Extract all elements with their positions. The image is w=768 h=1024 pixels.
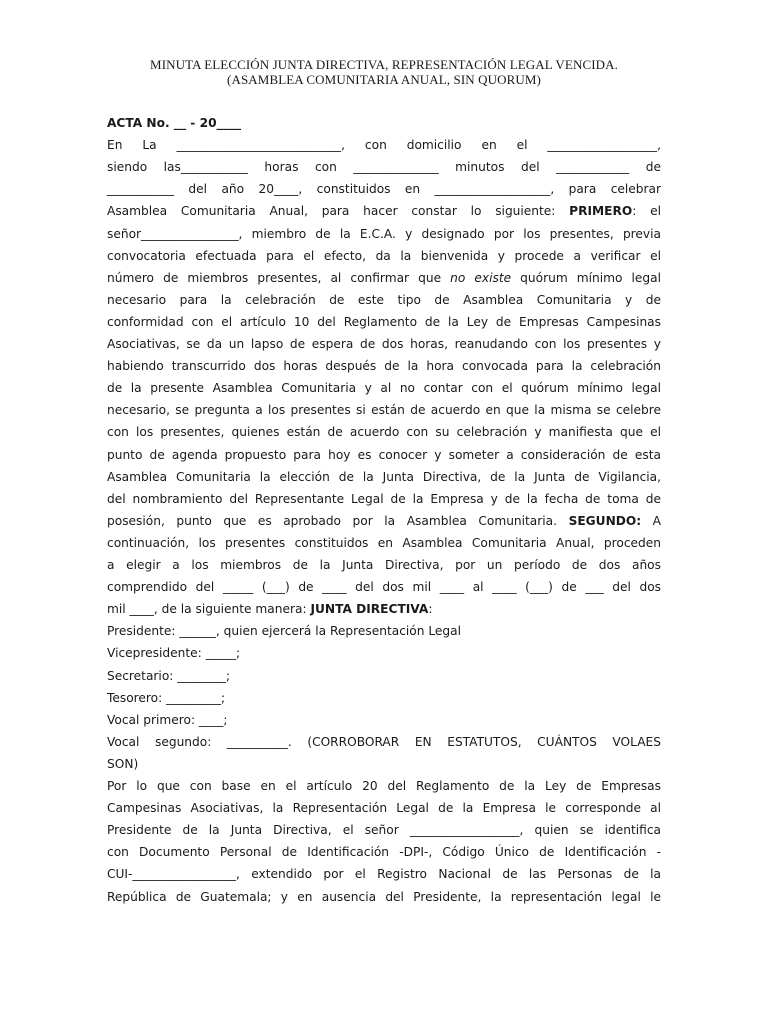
line-text: del nombramiento del Representante Legal de la Empresa y de la fecha de toma de (107, 491, 661, 506)
body-line (107, 200, 661, 222)
line-text: punto de agenda propuesto para hoy es conocer y someter a consideración de esta (107, 447, 661, 462)
line-text: Tesorero: _________; (107, 690, 226, 705)
line-text: Presidente: ______, quien ejercerá la Representación Legal (107, 624, 462, 639)
body-line (107, 576, 661, 598)
line-text: con los presentes, quienes están de acuerdo con su celebración y manifiesta que el (107, 425, 661, 440)
line-text: CUI-_________________, extendido por el Registro Nacional de las Personas de la (107, 867, 661, 882)
body-line (107, 156, 661, 178)
body-line (107, 421, 661, 443)
body-line (107, 598, 661, 620)
line-text: mil ____, de la siguiente manera: (107, 602, 311, 617)
line-text: con Documento Personal de Identificación -DPI-, Código Único de Identificación - (107, 845, 661, 860)
line-text: : el (632, 204, 661, 219)
body-line (107, 355, 661, 377)
line-text: En La ___________________________, con domicilio en el __________________, (107, 138, 661, 153)
body-line (107, 510, 661, 532)
line-text: : (428, 602, 433, 617)
line-text: Vocal segundo: __________. (CORROBORAR EN ESTATUTOS, CUÁNTOS VOLAES (107, 734, 661, 749)
body-line (107, 134, 661, 156)
body-line (107, 841, 661, 863)
line-text: Por lo que con base en el artículo 20 del Reglamento de la Ley de Empresas (107, 779, 661, 793)
line-text: necesario, se pregunta a los presentes si están de acuerdo en que la misma se celebre (107, 403, 661, 418)
body-line (107, 466, 661, 488)
body-line (107, 488, 661, 510)
body-line (107, 775, 661, 797)
line-text: Campesinas Asociativas, la Representación Legal de la Empresa le corresponde al (107, 801, 661, 816)
body-line (107, 245, 661, 267)
body-line (107, 444, 661, 466)
line-text: señor________________, miembro de la E.C.A. y designado por los presentes, previa (107, 226, 661, 241)
bold-text: JUNTA DIRECTIVA (310, 602, 429, 617)
body-line (107, 554, 661, 576)
body-line (107, 665, 661, 687)
line-text: quórum mínimo legal (511, 270, 661, 285)
document-title-line-2: (ASAMBLEA COMUNITARIA ANUAL, SIN QUORUM) (227, 72, 541, 87)
line-text: SON) (107, 756, 139, 771)
body-line (107, 819, 661, 841)
line-text: conformidad con el artículo 10 del Reglamento de la Ley de Empresas Campesinas (107, 314, 661, 329)
body-line (107, 289, 661, 311)
line-text: de la presente Asamblea Comunitaria y al no contar con el quórum mínimo legal (107, 381, 661, 396)
line-text: A (641, 513, 662, 528)
body-line (107, 267, 661, 289)
line-text: siendo las___________ horas con ______________ minutos del ____________ de (107, 160, 661, 175)
line-text: Vicepresidente: _____; (107, 646, 241, 661)
line-text: Asamblea Comunitaria la elección de la Junta Directiva, de la Junta de Vigilancia, (107, 469, 661, 484)
line-text: ___________ del año 20____, constituidos en ___________________, para celebrar (107, 182, 661, 197)
line-text: necesario para la celebración de este tipo de Asamblea Comunitaria y de (107, 292, 661, 307)
line-text: comprendido del _____ (___) de ____ del dos mil ____ al ____ (___) de ___ del dos (107, 580, 661, 595)
body-line (107, 709, 661, 731)
line-text: Secretario: ________; (107, 668, 231, 683)
body-line (107, 333, 661, 355)
line-text: República de Guatemala; y en ausencia del Presidente, la representación legal le (107, 889, 661, 904)
line-text: Vocal primero: ____; (107, 712, 228, 727)
line-text: número de miembros presentes, al confirmar que (107, 270, 451, 285)
line-text: Presidente de la Junta Directiva, el señor __________________, quien se identifica (107, 823, 661, 838)
body-line (107, 642, 661, 664)
body-line (107, 687, 661, 709)
line-text: Asamblea Comunitaria Anual, para hacer constar lo siguiente: (107, 204, 570, 219)
body-line (107, 223, 661, 245)
body-line (107, 863, 661, 885)
body-line (107, 178, 661, 200)
body-line (107, 620, 661, 642)
bold-text: SEGUNDO: (568, 513, 642, 528)
body-line (107, 797, 661, 819)
acta-heading: ACTA No. __ - 20____ (107, 116, 241, 130)
body-line (107, 377, 661, 399)
body-line (107, 731, 661, 753)
italic-text: no existe (450, 270, 512, 285)
line-text: a elegir a los miembros de la Junta Directiva, por un período de dos años (107, 558, 661, 572)
body-line (107, 886, 661, 908)
line-text: posesión, punto que es aprobado por la Asamblea Comunitaria. (107, 513, 569, 528)
document-title-line-1: MINUTA ELECCIÓN JUNTA DIRECTIVA, REPRESENTACIÓN LEGAL VENCIDA. (150, 57, 618, 72)
body-line (107, 399, 661, 421)
body-line (107, 753, 661, 775)
body-line (107, 311, 661, 333)
body-line (107, 532, 661, 554)
line-text: convocatoria efectuada para el efecto, da la bienvenida y procede a verificar el (107, 248, 661, 263)
line-text: habiendo transcurrido dos horas después de la hora convocada para la celebración (107, 359, 661, 374)
line-text: Asociativas, se da un lapso de espera de dos horas, reanudando con los presentes y (107, 337, 661, 351)
bold-text: PRIMERO (569, 204, 633, 219)
line-text: continuación, los presentes constituidos en Asamblea Comunitaria Anual, proceden (107, 535, 661, 550)
